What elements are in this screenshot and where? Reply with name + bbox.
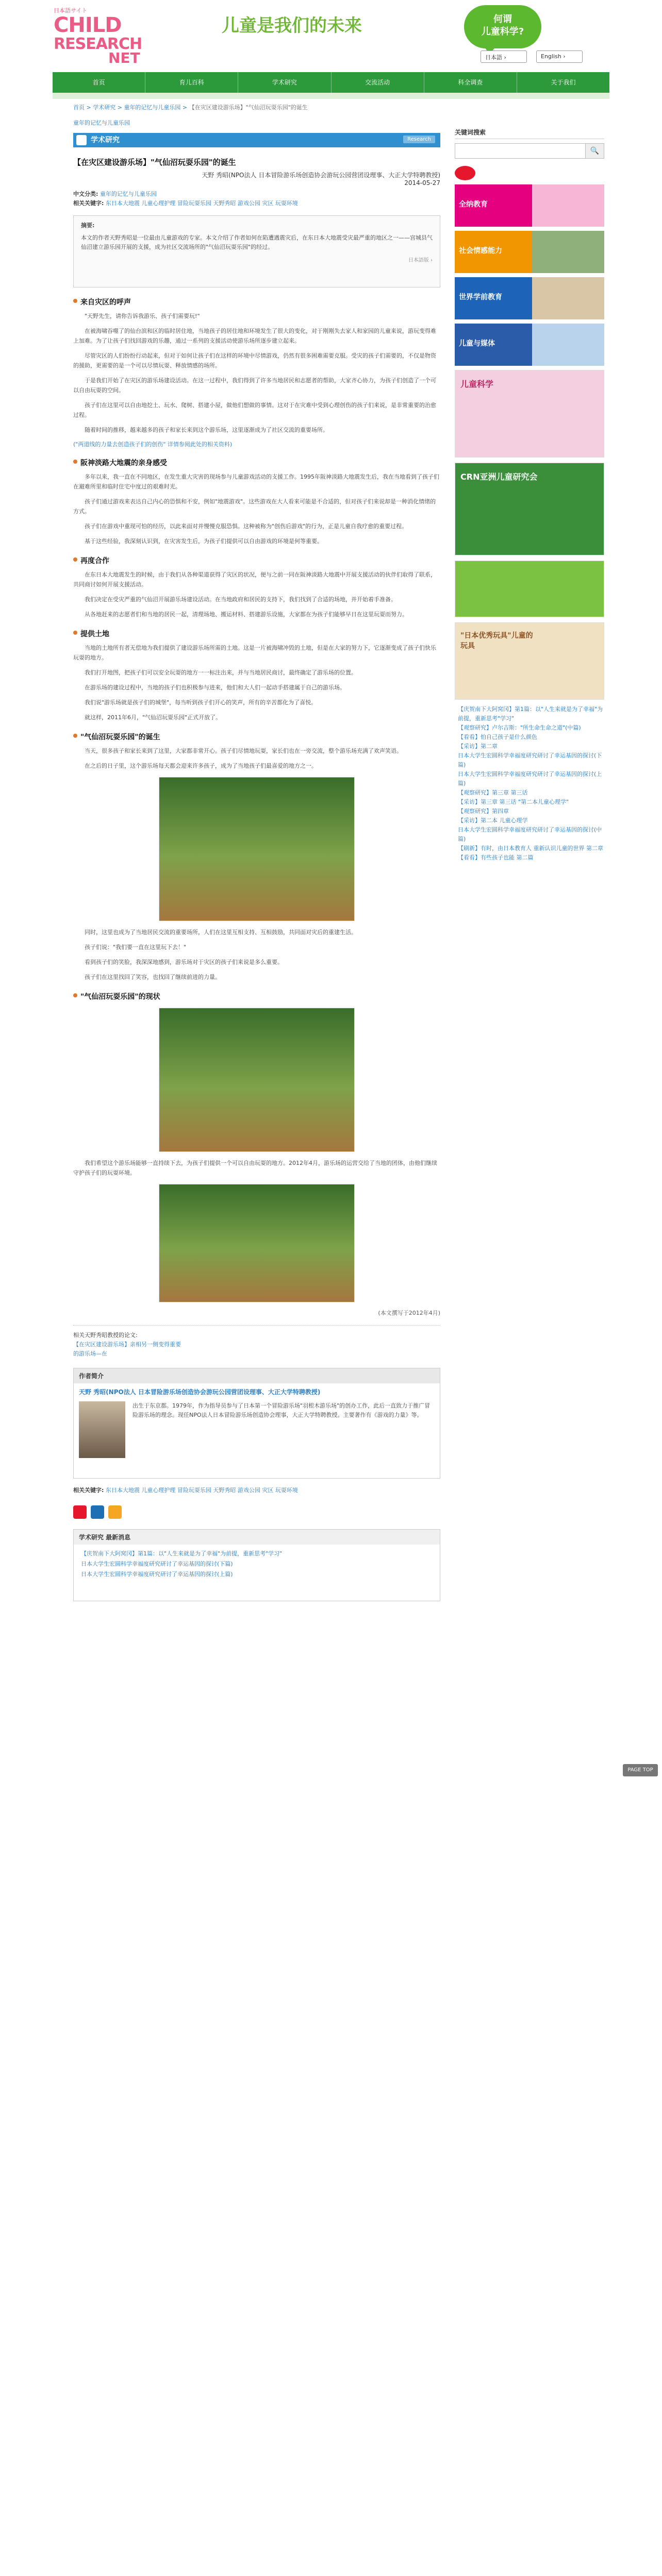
breadcrumb-topic[interactable]: 童年的记忆与儿童乐园 (124, 104, 181, 111)
author-box (73, 1368, 440, 1479)
bubble-text: 何谓 儿童科学? (481, 14, 524, 37)
banner-media[interactable] (455, 324, 604, 366)
keyword-links[interactable]: 东日本大地震 儿童心理护理 冒险玩耍乐园 天野秀昭 游戏公园 灾区 玩耍环境 (105, 200, 298, 207)
nav-events[interactable]: 交流活动 (332, 72, 424, 93)
paragraph: 在之后的日子里，这个游乐场每天都会迎来许多孩子，成为了当地孩子们最喜爱的地方之一。 (85, 762, 317, 769)
sidebar-link[interactable]: 【采访】第二本 儿童心理学 (458, 817, 528, 824)
lang-en-button[interactable]: English › (536, 50, 583, 63)
search-icon[interactable]: 🔍 (585, 144, 604, 158)
paragraph: 在东日本大地震发生的时候，由于我们从各种渠道获得了灾区的状况，便与之前一同在阪神淡路大地震中开展支援活动的伙伴们取得了联系，共同商讨如何开展支援活动。 (73, 571, 436, 588)
logo-child: CHILD (54, 13, 122, 37)
banner-label: 儿童与媒体 (459, 340, 495, 348)
paragraph: 于是我们开始了在灾区的游乐场建设活动。在这一过程中，我们得到了许多当地居民和志愿者的帮助，大家齐心协力，为孩子们创造了一个可以自由玩耍的空间。 (73, 377, 436, 394)
related-papers (73, 1325, 440, 1359)
section-title: 学术研究 (91, 136, 120, 144)
keywords-bottom (73, 1486, 440, 1494)
section-heading-5: "气仙沼玩耍乐园"的诞生 (73, 732, 440, 742)
what-is-child-science-bubble[interactable] (464, 5, 541, 48)
category-link[interactable]: 童年的记忆与儿童乐园 (100, 191, 157, 197)
research-icon (76, 135, 87, 145)
nav-home[interactable]: 首页 (53, 72, 145, 93)
section-heading-4: 提供土地 (73, 629, 440, 639)
paragraph: 当地的土地所有者无偿地为我们提供了建设游乐场所需的土地。这是一片被海啸冲毁的土地，但是在大家的努力下，它逐渐变成了孩子们快乐玩耍的地方。 (73, 645, 436, 661)
banner-image (532, 231, 604, 273)
author-photo (79, 1401, 125, 1458)
sidebar (455, 128, 604, 870)
paragraph: 孩子们在这里找回了笑容，也找回了继续前进的力量。 (85, 974, 221, 980)
keyword-label-2: 相关关键字: (73, 1487, 104, 1494)
paragraph: 看到孩子们的笑脸，我深深地感到，游乐场对于灾区的孩子们来说是多么重要。 (85, 959, 283, 965)
abstract-text: 本文的作者天野秀昭是一位最由儿童游戏的专家。本文介绍了作者如何在陷遭遇震灾后，在东日本大地震受灾最严重的地区之一——宫城县气仙沼建立游乐园开展的支援，成为社区交流场所的"气仙沼玩耍乐园"的经过。 (81, 234, 433, 250)
section-heading-6: "气仙沼玩耍乐园"的现状 (73, 991, 440, 1002)
section-header (73, 133, 440, 147)
ad-label: 儿童科学 (460, 379, 494, 389)
written-date-note: (本文撰写于2012年4月) (378, 1310, 440, 1316)
keyword-label: 相关关键字: (73, 200, 104, 207)
banner-label: 世界学前教育 (459, 293, 502, 301)
latest-item[interactable]: 日本大学生宏圆科学幸福度研究研讨了幸运基因的探讨(下篇) (81, 1561, 233, 1567)
paragraph: 我们打开地图，把孩子们可以安全玩耍的地方一一标注出来，并与当地居民商讨，最终确定了游乐场的位置。 (85, 669, 357, 676)
renren-share-icon[interactable] (91, 1505, 104, 1519)
sidebar-link[interactable]: 日本大学生宏圆科学幸福度研究研讨了幸运基因的探讨(中篇) (458, 826, 602, 842)
breadcrumb: 首页 > 学术研究 > 童年的记忆与儿童乐园 > 【在灾区建设游乐场】"气仙沼玩耍乐园"的诞生 (73, 104, 308, 111)
paragraph: "天野先生，请你告诉我游乐、孩子们需要玩!" (85, 313, 200, 319)
paragraph: 在被海啸吞噬了的仙台滨和区的临时居住地，当地孩子的居住地和环境发生了很大的变化，对于刚刚失去家人和家园的儿童来说，游玩变得难上加难。为了让孩子们找回游戏的乐趣，通过一系列的支援活动使游乐场所逐步建立起来。 (73, 328, 436, 344)
logo-net: NET (108, 49, 140, 66)
ad-label: CRN亚洲儿童研究会 (460, 472, 538, 482)
breadcrumb-home[interactable]: 首页 (73, 104, 85, 111)
banner-label: 社会情感能力 (459, 247, 502, 255)
playground-photo-2 (159, 1008, 355, 1152)
paragraph: 我们说"游乐场就是孩子们的城堡"，每当听到孩子们开心的笑声，所有的辛苦都化为了喜悦。 (85, 699, 317, 706)
section-heading-1: 来自灾区的呼声 (73, 297, 440, 307)
paragraph: 从各地赶来的志愿者们和当地的居民一起，清理场地、搬运材料、搭建游乐设施，大家都在为孩子们能够早日在这里玩耍而努力。 (85, 611, 408, 618)
paragraph: 孩子们通过游戏来表达自己内心的恐惧和不安，例如"地震游戏"。这些游戏在大人看来可能是不合适的，但对孩子们来说却是一种消化情绪的方式。 (73, 498, 436, 515)
related-link[interactable]: ("两道线的力量去创造孩子们的创伤" 详情参阅此处的相关资料) (73, 441, 233, 448)
related-paper-link-2[interactable]: 的游乐场—在 (73, 1350, 107, 1357)
qq-share-icon[interactable] (108, 1505, 122, 1519)
keyword-links-2[interactable]: 东日本大地震 儿童心理护理 冒险玩耍乐园 天野秀昭 游戏公园 灾区 玩耍环境 (105, 1487, 298, 1494)
related-label: 相关天野秀昭教授的论文: (73, 1332, 138, 1338)
paragraph: 孩子们在这里可以自由地挖土、玩水、爬树、搭建小屋，做他们想做的事情。这对于在灾难中受到心理创伤的孩子们来说，是非常重要的治愈过程。 (73, 402, 436, 418)
paragraph: 孩子们在游戏中重现可怕的经历，以此来面对并慢慢克服恐惧。这种被称为"创伤后游戏"的行为，正是儿童自我疗愈的重要过程。 (85, 523, 408, 530)
sidebar-link[interactable]: 【观察研究】卢尔吉斯："所生命生命之道"(中篇) (458, 724, 581, 731)
paragraph: 随着时间的推移，越来越多的孩子和家长来到这个游乐场，这里逐渐成为了社区交流的重要场所。 (85, 427, 328, 433)
sidebar-link[interactable]: 日本大学生宏圆科学幸福度研究研讨了幸运基因的探讨(上篇) (458, 771, 602, 787)
weibo-share-icon[interactable] (73, 1505, 87, 1519)
site-header (0, 0, 662, 70)
banner-inclusive[interactable] (455, 184, 604, 227)
sidebar-link[interactable]: 【刷新】有时，由日本教育人 重新认识儿童的世界 第二章 (458, 845, 603, 852)
latest-item[interactable]: 【庆贺南下大阿窝冈】第1篇：以"人生来就是为了幸福"为前提，重新思考"学习" (81, 1550, 283, 1557)
weibo-icon[interactable] (455, 166, 475, 180)
abstract-label: 摘要: (81, 222, 95, 229)
sidebar-link[interactable]: 【采访】第三章 第三话 "第二本儿童心理学" (458, 799, 569, 805)
japanese-version-link[interactable]: 日本語版 › (408, 258, 433, 263)
site-logo[interactable] (54, 6, 152, 64)
article-byline: 天野 秀昭(NPO法人 日本冒险游乐场创造协会游玩公园营团设理事、大正大学特聘教授) (202, 172, 440, 179)
category-label: 中文分类: (73, 191, 98, 197)
paragraph: 就这样，2011年6月，"气仙沼玩耍乐园"正式开放了。 (85, 714, 222, 721)
author-heading: 作者简介 (74, 1368, 440, 1383)
author-name: 天野 秀昭(NPO法人 日本冒险游乐场创造协会游玩公园营团设理事、大正大学特聘教授) (79, 1388, 321, 1396)
playground-photo-3 (159, 1184, 355, 1302)
latest-heading: 学术研究 最新消息 (74, 1530, 440, 1545)
paragraph: 尽管灾区的人们纷纷行动起来，但对于如何让孩子们在这样的环境中尽情游戏，仍然有很多困难需要克服。受灾的孩子们需要的，不仅是物资的援助，更需要的是一个可以尽情玩耍、释放情感的场所。 (73, 352, 436, 369)
green-ad[interactable] (455, 561, 604, 617)
main-nav (53, 72, 609, 93)
banner-sel[interactable] (455, 231, 604, 273)
nav-about[interactable]: 关于我们 (551, 79, 576, 86)
abstract-box (73, 215, 440, 287)
page-top-button[interactable]: PAGE TOP (623, 1764, 658, 1776)
article-meta (73, 190, 440, 208)
search-input[interactable] (455, 144, 585, 158)
share-buttons (73, 1505, 440, 1519)
section-heading-2: 阪神淡路大地震的亲身感受 (73, 457, 440, 468)
sidebar-link[interactable]: 【庆贺南下大阿窝冈】第1篇：以"人生来就是为了幸福"为前提，重新思考"学习" (458, 706, 603, 722)
search-box (455, 143, 604, 159)
logo-research: RESEARCH (54, 35, 142, 53)
main-content (73, 118, 440, 1601)
breadcrumb-section[interactable]: 学术研究 (93, 104, 116, 111)
subnav-strip (53, 93, 609, 99)
section-badge: Research (403, 135, 435, 143)
toy-award-ad[interactable] (455, 622, 604, 700)
breadcrumb-current: 【在灾区建设游乐场】"气仙沼玩耍乐园"的诞生 (189, 104, 308, 111)
banner-image (532, 324, 604, 366)
article-title: 【在灾区建设游乐场】"气仙沼玩耍乐园"的诞生 (73, 158, 236, 167)
playground-photo-1 (159, 777, 355, 921)
sidebar-link[interactable]: 【采访】第二章 (458, 743, 498, 750)
crn-asia-ad[interactable] (455, 463, 604, 555)
sidebar-link[interactable]: 【看看】有些孩子也能 第二篇 (458, 854, 534, 861)
header-tagline: 儿童是我们的未来 (222, 15, 362, 36)
paragraph: 基于这些经验，我深刻认识到，在灾害发生后，为孩子们提供可以自由游戏的环境是何等重要。 (85, 538, 323, 545)
search-heading: 关键词搜索 (455, 128, 604, 139)
section-heading-3: 再度合作 (73, 555, 440, 566)
related-paper-link[interactable]: 【在灾区建设游乐场】亲相另一侧变得重要 (73, 1341, 181, 1348)
paragraph: 在游乐场的建设过程中，当地的孩子们也积极参与进来，他们和大人们一起动手搭建属于自己的游乐场。 (85, 684, 345, 691)
logo-top-text: 日本語サイト (54, 7, 88, 14)
ad-label: "日本优秀玩具"儿童的玩具 (460, 632, 533, 650)
paragraph: 多年以来，我一直在不同地区，在发生重大灾害的现场参与儿童游戏活动的支援工作。1995年阪神淡路大地震发生后，我在当地看到了孩子们在避难所里和临时住宅中度过的艰难时光。 (73, 473, 439, 490)
paragraph: 我们希望这个游乐场能够一直持续下去，为孩子们提供一个可以自由玩耍的地方。2012年4月，游乐场的运营交给了当地的团体，由他们继续守护孩子们的玩耍环境。 (73, 1160, 437, 1176)
nav-survey[interactable]: 科全调查 (424, 72, 517, 93)
banner-preschool[interactable] (455, 277, 604, 319)
topic-tag[interactable]: 童年的记忆与儿童乐园 (73, 120, 130, 126)
banner-image (532, 277, 604, 319)
paragraph: 我们决定在受灾严重的气仙沼开展游乐场建设活动。在当地政府和居民的支持下，我们找到了合适的场地，并开始着手准备。 (85, 596, 396, 603)
sidebar-link[interactable]: 【看看】怕自己孩子是什么颜色 (458, 734, 537, 740)
child-science-ad[interactable] (455, 370, 604, 457)
sidebar-link[interactable]: 【观察研究】第三章 第三话 (458, 789, 528, 796)
sidebar-link[interactable]: 日本大学生宏圆科学幸福度研究研讨了幸运基因的探讨(下篇) (458, 752, 602, 768)
nav-parenting[interactable]: 育儿百科 (145, 72, 238, 93)
latest-news-box (73, 1529, 440, 1601)
paragraph: 同时，这里也成为了当地居民交流的重要场所，人们在这里互相支持、互相鼓励，共同面对灾后的重建生活。 (85, 929, 357, 936)
banner-image (532, 184, 604, 227)
sidebar-link[interactable]: 【观察研究】第四章 (458, 808, 509, 815)
banner-label: 全纳教育 (459, 200, 488, 209)
sidebar-links (455, 705, 604, 862)
paragraph: 当天，很多孩子和家长来到了这里，大家都非常开心。孩子们尽情地玩耍，家长们也在一旁交流，整个游乐场充满了欢声笑语。 (85, 748, 402, 754)
article-date: 2014-05-27 (404, 179, 440, 187)
author-bio: 出生于东京都。1979年，作为指导员参与了日本第一个冒险游乐场"羽根木游乐场"的创办工作，此后一直致力于推广冒险游乐场的理念。现任NPO法人日本冒险游乐场创造协会理事，大正大学特聘教授。主要著作有《游戏的力量》等。 (133, 1402, 431, 1418)
lang-ja-button[interactable]: 日本語 › (481, 50, 527, 63)
paragraph: 孩子们说："我们要一直在这里玩下去！" (85, 944, 187, 951)
nav-research[interactable]: 学术研究 (238, 72, 331, 93)
latest-item[interactable]: 日本大学生宏圆科学幸福度研究研讨了幸运基因的探讨(上篇) (81, 1571, 233, 1578)
